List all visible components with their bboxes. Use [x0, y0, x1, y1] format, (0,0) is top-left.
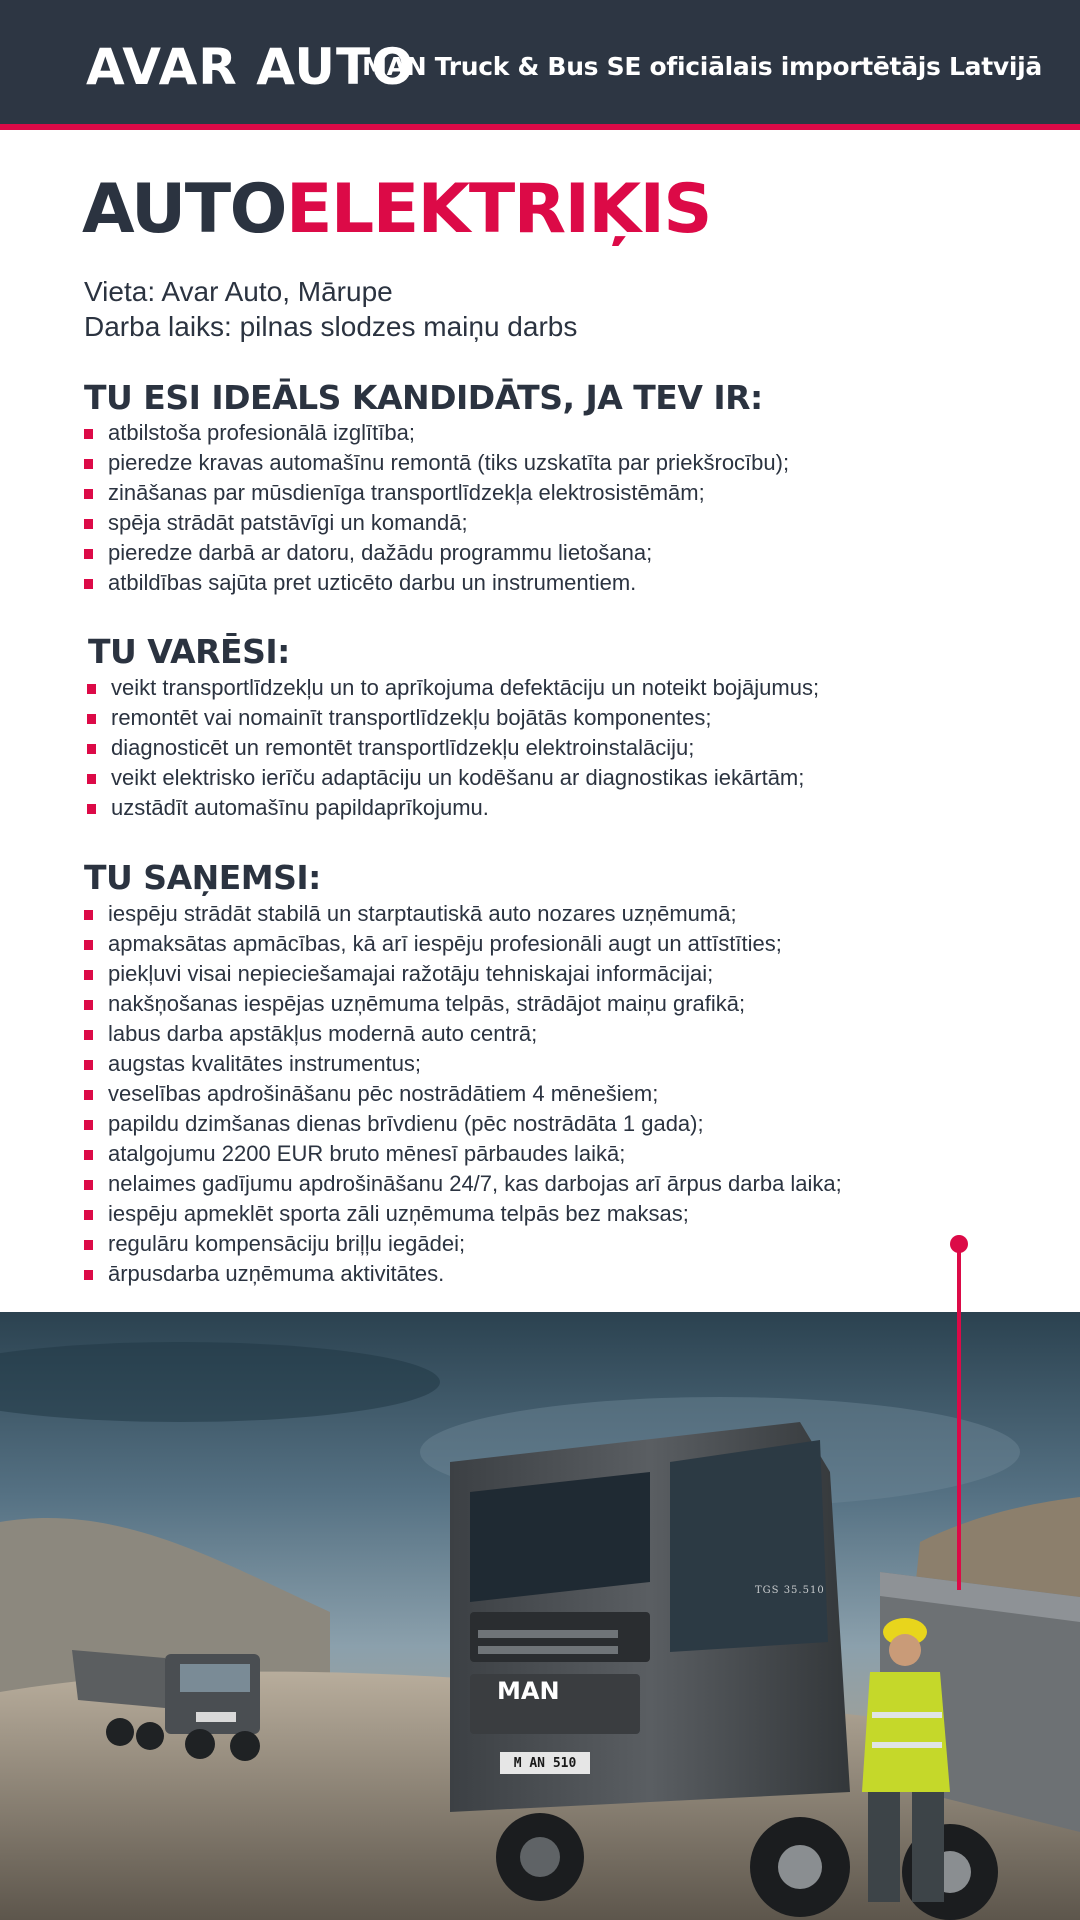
- truck-plate: M AN 510: [513, 1756, 577, 1771]
- duties-list: [87, 673, 819, 823]
- list-item-text: atbilstoša profesionālā izglītība;: [108, 420, 415, 445]
- list-item-text: labus darba apstākļus modernā auto centrā;: [108, 1021, 538, 1046]
- bullet-square-icon: [84, 429, 93, 439]
- bullet-square-icon: [84, 1090, 93, 1100]
- bullet-square-icon: [84, 910, 93, 920]
- bullet-square-icon: [84, 970, 93, 980]
- list-item: [84, 1169, 842, 1199]
- bullet-square-icon: [84, 459, 93, 469]
- list-item: [87, 703, 819, 733]
- list-item: [84, 899, 842, 929]
- header-bar: [0, 0, 1080, 130]
- bullet-square-icon: [84, 1240, 93, 1250]
- list-item: [84, 1109, 842, 1139]
- bullet-square-icon: [84, 1000, 93, 1010]
- job-location: Vieta: Avar Auto, Mārupe: [84, 276, 393, 307]
- list-item-text: diagnosticēt un remontēt transportlīdzekļu elektroinstalāciju;: [111, 735, 695, 760]
- section-title-duties: TU VARĒSI:: [88, 632, 290, 671]
- bullet-square-icon: [87, 684, 96, 694]
- requirements-list: [84, 418, 789, 598]
- list-item-text: augstas kvalitātes instrumentus;: [108, 1051, 422, 1076]
- list-item-text: veikt transportlīdzekļu un to aprīkojuma defektāciju un noteikt bojājumus;: [111, 675, 820, 700]
- hero-truck-image: [0, 1312, 1080, 1920]
- bullet-square-icon: [84, 1030, 93, 1040]
- list-item: [87, 673, 819, 703]
- job-title-part2: ELEKTRIĶIS: [285, 170, 711, 249]
- section-title-requirements: TU ESI IDEĀLS KANDIDĀTS, JA TEV IR:: [84, 378, 763, 417]
- list-item: [84, 478, 789, 508]
- list-item-text: iespēju strādāt stabilā un starptautiskā auto nozares uzņēmumā;: [108, 901, 737, 926]
- list-item: [84, 929, 842, 959]
- bullet-square-icon: [84, 1060, 93, 1070]
- list-item-text: zināšanas par mūsdienīga transportlīdzekļa elektrosistēmām;: [108, 480, 705, 505]
- list-item-text: atbildības sajūta pret uzticēto darbu un instrumentiem.: [108, 570, 637, 595]
- bullet-square-icon: [87, 774, 96, 784]
- list-item-text: pieredze kravas automašīnu remontā (tiks uzskatīta par priekšrocību);: [108, 450, 790, 475]
- list-item-text: iespēju apmeklēt sporta zāli uzņēmuma telpās bez maksas;: [108, 1201, 689, 1226]
- truck-model: TGS 35.510: [755, 1585, 825, 1596]
- bullet-square-icon: [84, 1150, 93, 1160]
- bullet-square-icon: [84, 549, 93, 559]
- section-title-benefits: TU SAŅEMSI:: [84, 858, 321, 897]
- red-pin-dot-icon: [950, 1235, 968, 1253]
- bullet-square-icon: [84, 940, 93, 950]
- list-item: [84, 1259, 842, 1289]
- list-item: [84, 1229, 842, 1259]
- benefits-list: [84, 899, 842, 1289]
- bullet-square-icon: [84, 519, 93, 529]
- list-item: [84, 418, 789, 448]
- list-item: [84, 508, 789, 538]
- bullet-square-icon: [84, 1180, 93, 1190]
- list-item: [87, 763, 819, 793]
- bullet-square-icon: [84, 1270, 93, 1280]
- list-item: [84, 989, 842, 1019]
- list-item: [84, 568, 789, 598]
- list-item: [84, 959, 842, 989]
- list-item-text: veselības apdrošināšanu pēc nostrādātiem 4 mēnešiem;: [108, 1081, 659, 1106]
- list-item: [84, 1199, 842, 1229]
- list-item-text: apmaksātas apmācības, kā arī iespēju profesionāli augt un attīstīties;: [108, 931, 782, 956]
- list-item-text: papildu dzimšanas dienas brīvdienu (pēc nostrādāta 1 gada);: [108, 1111, 704, 1136]
- list-item: [84, 1079, 842, 1109]
- list-item-text: atalgojumu 2200 EUR bruto mēnesī pārbaudes laikā;: [108, 1141, 626, 1166]
- list-item-text: pieredze darbā ar datoru, dažādu programmu lietošana;: [108, 540, 653, 565]
- list-item-text: regulāru kompensāciju briļļu iegādei;: [108, 1231, 466, 1256]
- bullet-square-icon: [84, 489, 93, 499]
- main-truck-icon: [450, 1422, 1080, 1920]
- list-item: [87, 733, 819, 763]
- list-item-text: spēja strādāt patstāvīgi un komandā;: [108, 510, 468, 535]
- list-item: [84, 1049, 842, 1079]
- job-title-part1: AUTO: [82, 170, 286, 249]
- bullet-square-icon: [87, 714, 96, 724]
- list-item-text: uzstādīt automašīnu papildaprīkojumu.: [111, 795, 489, 820]
- bullet-square-icon: [84, 1210, 93, 1220]
- truck-badge: MAN: [497, 1677, 560, 1705]
- bullet-square-icon: [84, 579, 93, 589]
- job-title: [82, 170, 711, 249]
- job-hours: Darba laiks: pilnas slodzes maiņu darbs: [84, 311, 578, 342]
- list-item-text: nelaimes gadījumu apdrošināšanu 24/7, kas darbojas arī ārpus darba laika;: [108, 1171, 842, 1196]
- avar-auto-logo: AVAR AUTO: [86, 38, 415, 96]
- list-item: [84, 1139, 842, 1169]
- list-item: [87, 793, 819, 823]
- list-item: [84, 1019, 842, 1049]
- list-item: [84, 538, 789, 568]
- red-pin-line: [957, 1244, 961, 1590]
- list-item: [84, 448, 789, 478]
- list-item-text: veikt elektrisko ierīču adaptāciju un kodēšanu ar diagnostikas iekārtām;: [111, 765, 805, 790]
- header-tagline: MAN Truck & Bus SE oficiālais importētājs Latvijā: [362, 52, 1042, 81]
- list-item-text: remontēt vai nomainīt transportlīdzekļu bojātās komponentes;: [111, 705, 712, 730]
- list-item-text: nakšņošanas iespējas uzņēmuma telpās, strādājot maiņu grafikā;: [108, 991, 746, 1016]
- bullet-square-icon: [87, 744, 96, 754]
- list-item-text: ārpusdarba uzņēmuma aktivitātes.: [108, 1261, 445, 1286]
- bullet-square-icon: [87, 804, 96, 814]
- bullet-square-icon: [84, 1120, 93, 1130]
- list-item-text: piekļuvi visai nepieciešamajai ražotāju tehniskajai informācijai;: [108, 961, 714, 986]
- job-meta: [84, 274, 577, 344]
- hero-illustration: [0, 1312, 1080, 1920]
